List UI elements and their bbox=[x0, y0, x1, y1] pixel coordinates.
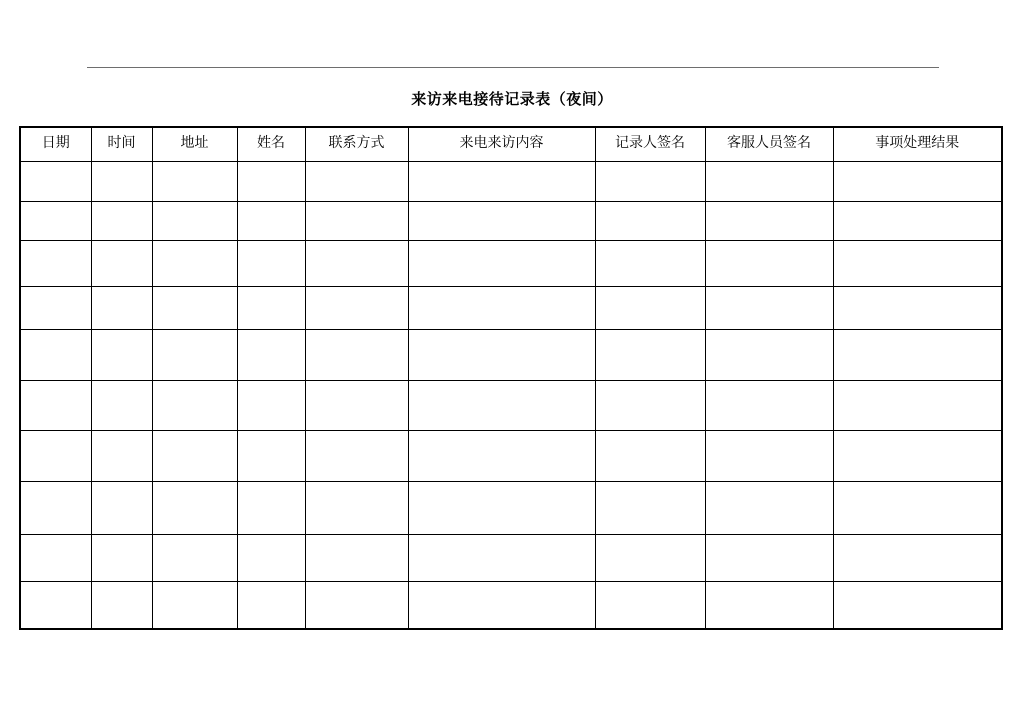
table-cell[interactable] bbox=[20, 380, 91, 430]
table-cell[interactable] bbox=[595, 481, 705, 534]
table-cell[interactable] bbox=[595, 329, 705, 380]
table-cell[interactable] bbox=[305, 240, 408, 286]
table-cell[interactable] bbox=[595, 240, 705, 286]
table-cell[interactable] bbox=[595, 380, 705, 430]
table-cell[interactable] bbox=[833, 534, 1002, 581]
table-cell[interactable] bbox=[305, 286, 408, 329]
table-cell[interactable] bbox=[408, 430, 595, 481]
table-cell[interactable] bbox=[237, 329, 305, 380]
header-service-signature: 客服人员签名 bbox=[705, 127, 833, 161]
table-row bbox=[20, 161, 1002, 201]
table-cell[interactable] bbox=[20, 329, 91, 380]
table-cell[interactable] bbox=[705, 581, 833, 629]
table-cell[interactable] bbox=[237, 380, 305, 430]
table-cell[interactable] bbox=[408, 481, 595, 534]
table-cell[interactable] bbox=[705, 430, 833, 481]
table-cell[interactable] bbox=[705, 329, 833, 380]
table-cell[interactable] bbox=[91, 161, 152, 201]
table-row bbox=[20, 380, 1002, 430]
table-cell[interactable] bbox=[237, 481, 305, 534]
table-cell[interactable] bbox=[305, 329, 408, 380]
table-cell[interactable] bbox=[237, 240, 305, 286]
table-cell[interactable] bbox=[305, 201, 408, 240]
table-cell[interactable] bbox=[152, 534, 237, 581]
table-cell[interactable] bbox=[833, 286, 1002, 329]
header-recorder-signature: 记录人签名 bbox=[595, 127, 705, 161]
table-cell[interactable] bbox=[305, 430, 408, 481]
table-cell[interactable] bbox=[152, 380, 237, 430]
table-cell[interactable] bbox=[305, 161, 408, 201]
table-cell[interactable] bbox=[595, 201, 705, 240]
table-cell[interactable] bbox=[408, 329, 595, 380]
table-cell[interactable] bbox=[595, 286, 705, 329]
table-cell[interactable] bbox=[833, 201, 1002, 240]
table-cell[interactable] bbox=[152, 286, 237, 329]
table-cell[interactable] bbox=[237, 161, 305, 201]
table-cell[interactable] bbox=[91, 380, 152, 430]
document-title: 来访来电接待记录表（夜间） bbox=[411, 90, 613, 108]
header-result: 事项处理结果 bbox=[833, 127, 1002, 161]
table-cell[interactable] bbox=[705, 286, 833, 329]
table-cell[interactable] bbox=[91, 329, 152, 380]
table-row bbox=[20, 286, 1002, 329]
header-address: 地址 bbox=[152, 127, 237, 161]
table-cell[interactable] bbox=[91, 534, 152, 581]
table-cell[interactable] bbox=[20, 481, 91, 534]
table-row bbox=[20, 240, 1002, 286]
table-cell[interactable] bbox=[91, 286, 152, 329]
table-cell[interactable] bbox=[20, 161, 91, 201]
table-cell[interactable] bbox=[20, 430, 91, 481]
table-cell[interactable] bbox=[408, 380, 595, 430]
table-cell[interactable] bbox=[705, 534, 833, 581]
table-cell[interactable] bbox=[833, 161, 1002, 201]
header-date: 日期 bbox=[20, 127, 91, 161]
table-cell[interactable] bbox=[408, 581, 595, 629]
table-cell[interactable] bbox=[705, 201, 833, 240]
table-cell[interactable] bbox=[705, 380, 833, 430]
table-cell[interactable] bbox=[20, 201, 91, 240]
table-row bbox=[20, 481, 1002, 534]
table-cell[interactable] bbox=[833, 240, 1002, 286]
table-cell[interactable] bbox=[305, 581, 408, 629]
table-cell[interactable] bbox=[305, 380, 408, 430]
table-cell[interactable] bbox=[595, 534, 705, 581]
table-row bbox=[20, 534, 1002, 581]
table-cell[interactable] bbox=[237, 286, 305, 329]
table-cell[interactable] bbox=[91, 430, 152, 481]
table-cell[interactable] bbox=[408, 201, 595, 240]
table-cell[interactable] bbox=[152, 201, 237, 240]
table-row bbox=[20, 430, 1002, 481]
table-cell[interactable] bbox=[91, 240, 152, 286]
table-row bbox=[20, 329, 1002, 380]
table-cell[interactable] bbox=[152, 481, 237, 534]
header-rule bbox=[87, 67, 939, 68]
table-cell[interactable] bbox=[91, 581, 152, 629]
table-cell[interactable] bbox=[152, 240, 237, 286]
header-time: 时间 bbox=[91, 127, 152, 161]
table-cell[interactable] bbox=[152, 161, 237, 201]
table-row bbox=[20, 201, 1002, 240]
table-cell[interactable] bbox=[595, 161, 705, 201]
table-cell[interactable] bbox=[705, 240, 833, 286]
table-cell[interactable] bbox=[237, 534, 305, 581]
table-cell[interactable] bbox=[20, 286, 91, 329]
table-cell[interactable] bbox=[91, 481, 152, 534]
table-cell[interactable] bbox=[305, 481, 408, 534]
table-cell[interactable] bbox=[595, 430, 705, 481]
table-cell[interactable] bbox=[20, 534, 91, 581]
table-cell[interactable] bbox=[833, 481, 1002, 534]
visit-record-table bbox=[19, 126, 1003, 630]
header-contact: 联系方式 bbox=[305, 127, 408, 161]
table-cell[interactable] bbox=[833, 430, 1002, 481]
header-content: 来电来访内容 bbox=[408, 127, 595, 161]
table-cell[interactable] bbox=[705, 161, 833, 201]
table-cell[interactable] bbox=[408, 161, 595, 201]
table-cell[interactable] bbox=[237, 201, 305, 240]
table-cell[interactable] bbox=[305, 534, 408, 581]
table-cell[interactable] bbox=[833, 329, 1002, 380]
table-cell[interactable] bbox=[833, 581, 1002, 629]
table-cell[interactable] bbox=[152, 329, 237, 380]
table-cell[interactable] bbox=[833, 380, 1002, 430]
header-name: 姓名 bbox=[237, 127, 305, 161]
table-cell[interactable] bbox=[152, 581, 237, 629]
table-cell[interactable] bbox=[237, 581, 305, 629]
table-cell[interactable] bbox=[152, 430, 237, 481]
table-cell[interactable] bbox=[705, 481, 833, 534]
table-cell[interactable] bbox=[237, 430, 305, 481]
table-cell[interactable] bbox=[408, 240, 595, 286]
table-cell[interactable] bbox=[20, 581, 91, 629]
table-cell[interactable] bbox=[595, 581, 705, 629]
table-cell[interactable] bbox=[91, 201, 152, 240]
header-row bbox=[20, 127, 1002, 161]
table-cell[interactable] bbox=[408, 286, 595, 329]
table-cell[interactable] bbox=[408, 534, 595, 581]
table-cell[interactable] bbox=[20, 240, 91, 286]
table-row bbox=[20, 581, 1002, 629]
